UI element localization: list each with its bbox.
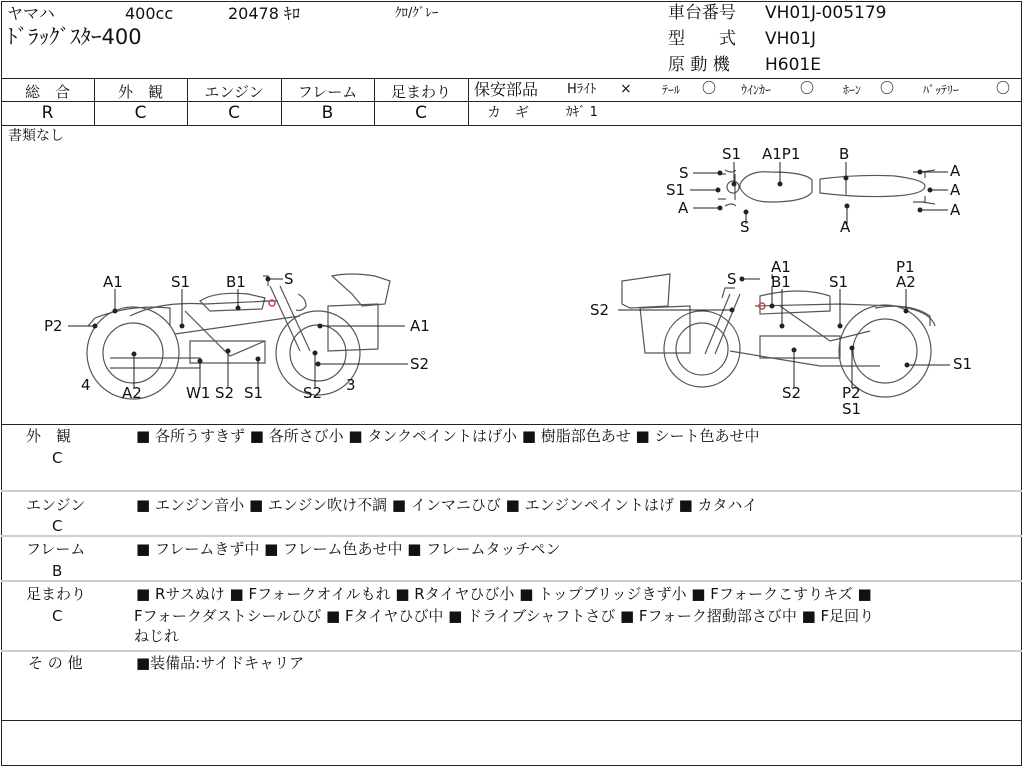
safety-item-name: ﾃｰﾙ: [662, 83, 681, 97]
remark-text: ■ Rサスぬけ ■ Fフォークオイルもれ ■ Rタイヤひび小 ■ トップブリッジきず小 ■ Fフォークこすりキズ ■: [136, 585, 872, 603]
label-right: S1: [842, 400, 862, 418]
label-right: S2: [590, 301, 610, 319]
safety-label: 保安部品: [474, 80, 539, 99]
label-left: A1: [410, 317, 430, 335]
remark-text: ■装備品:サイドキャリア: [136, 654, 305, 672]
label-top: A1P1: [762, 145, 801, 163]
safety-item-name: ﾎｰﾝ: [843, 83, 862, 97]
divider: [1, 720, 1022, 721]
label-top: A: [950, 201, 961, 219]
grade-suspension: C: [415, 103, 427, 123]
grade-header-frame: フレーム: [297, 83, 358, 101]
remark-text: ねじれ: [134, 627, 180, 645]
divider: [1, 580, 1022, 582]
safety-item-mark: 〇: [702, 81, 716, 97]
safety-item-name: Hﾗｲﾄ: [567, 82, 597, 97]
divider: [1, 78, 1022, 79]
remark-text: Fフォークダストシールひび ■ Fタイヤひび中 ■ ドライブシャフトさび ■ Fフォーク摺動部さび中 ■ F足回り: [134, 607, 875, 625]
type-label: 型 式: [668, 29, 736, 49]
top-view-bike: [718, 170, 935, 206]
damage-diagram: [0, 126, 1024, 424]
grid-line: [468, 78, 469, 125]
remark-text: ■ 各所うすきず ■ 各所さび小 ■ タンクペイントはげ小 ■ 樹脂部色あせ ■ シート色あせ中: [136, 427, 760, 445]
label-left: S2: [410, 355, 430, 373]
grade-frame: B: [321, 103, 334, 123]
label-top: B: [839, 145, 850, 163]
label-top: S1: [666, 181, 686, 199]
mileage: 20478 ｷﾛ: [228, 4, 300, 23]
remark-category: 外 観: [26, 427, 72, 445]
key-value: ｶｷﾞ 1: [566, 105, 598, 120]
label-left: 4: [81, 376, 91, 394]
divider: [1, 424, 1022, 425]
grade-engine: C: [228, 103, 240, 123]
label-right: A2: [896, 273, 916, 291]
divider: [1, 490, 1022, 492]
grade-header-exterior: 外 観: [117, 83, 163, 101]
divider: [1, 535, 1022, 537]
documents-note: 書類なし: [8, 128, 64, 144]
label-right: S1: [829, 273, 849, 291]
label-right: S1: [953, 355, 973, 373]
label-left: 3: [346, 376, 356, 394]
label-top: A: [678, 199, 689, 217]
label-left: P2: [44, 317, 63, 335]
type-value: VH01J: [765, 29, 817, 49]
label-right: P2: [842, 384, 861, 402]
label-left: A1: [103, 273, 123, 291]
remark-category: フレーム: [26, 540, 86, 558]
model-name: ﾄﾞﾗｯｸﾞｽﾀｰ400: [7, 25, 142, 49]
safety-item-name: ｳｲﾝｶｰ: [741, 83, 772, 97]
label-left: S1: [171, 273, 191, 291]
remark-category: エンジン: [26, 496, 86, 514]
divider: [1, 650, 1022, 652]
label-right: P1: [896, 258, 915, 276]
label-right: B1: [771, 273, 791, 291]
label-top: S: [740, 218, 750, 236]
label-left: S2: [215, 384, 235, 402]
safety-item-mark: 〇: [880, 81, 894, 97]
label-right: S2: [782, 384, 802, 402]
frame-no: VH01J-005179: [765, 3, 887, 23]
engine-value: H601E: [765, 55, 821, 75]
color: ｸﾛ/ｸﾞﾚｰ: [395, 6, 439, 21]
safety-item-mark: ×: [620, 81, 632, 97]
label-left: B1: [226, 273, 246, 291]
label-left: A2: [122, 384, 142, 402]
displacement: 400cc: [125, 4, 174, 23]
label-top: A: [840, 218, 851, 236]
remark-category: 足まわり: [26, 585, 87, 603]
safety-item-name: ﾊﾞｯﾃﾘｰ: [923, 83, 960, 97]
grade-header-suspension: 足まわり: [390, 83, 451, 101]
label-top: S1: [722, 145, 742, 163]
remark-grade: C: [52, 449, 63, 467]
engine-label: 原 動 機: [668, 55, 730, 75]
remark-grade: C: [52, 517, 63, 535]
grade-header-engine: エンジン: [204, 83, 264, 101]
label-left: W1: [186, 384, 211, 402]
label-left: S2: [303, 384, 323, 402]
label-top: A: [950, 162, 961, 180]
label-left: S1: [244, 384, 264, 402]
grade-overall: R: [41, 103, 54, 123]
key-label: カ ギ: [487, 105, 529, 121]
remark-text: ■ エンジン音小 ■ エンジン吹け不調 ■ インマニひび ■ エンジンペイントはげ ■ カタハイ: [136, 496, 758, 514]
remark-category: そ の 他: [28, 654, 83, 672]
label-left: S: [284, 270, 294, 288]
safety-item-mark: 〇: [800, 81, 814, 97]
grade-exterior: C: [134, 103, 147, 123]
maker: ヤマハ: [7, 4, 55, 23]
label-top: S: [679, 164, 689, 182]
remark-grade: B: [52, 562, 63, 580]
remark-grade: C: [52, 607, 63, 625]
label-right: S: [727, 270, 737, 288]
grade-header-overall: 総 合: [24, 83, 70, 101]
right-side-bike: [622, 270, 935, 397]
label-right: A1: [771, 258, 791, 276]
safety-item-mark: 〇: [996, 81, 1010, 97]
label-top: A: [950, 181, 961, 199]
frame-no-label: 車台番号: [668, 3, 736, 23]
remark-text: ■ フレームきず中 ■ フレーム色あせ中 ■ フレームタッチペン: [136, 540, 561, 558]
